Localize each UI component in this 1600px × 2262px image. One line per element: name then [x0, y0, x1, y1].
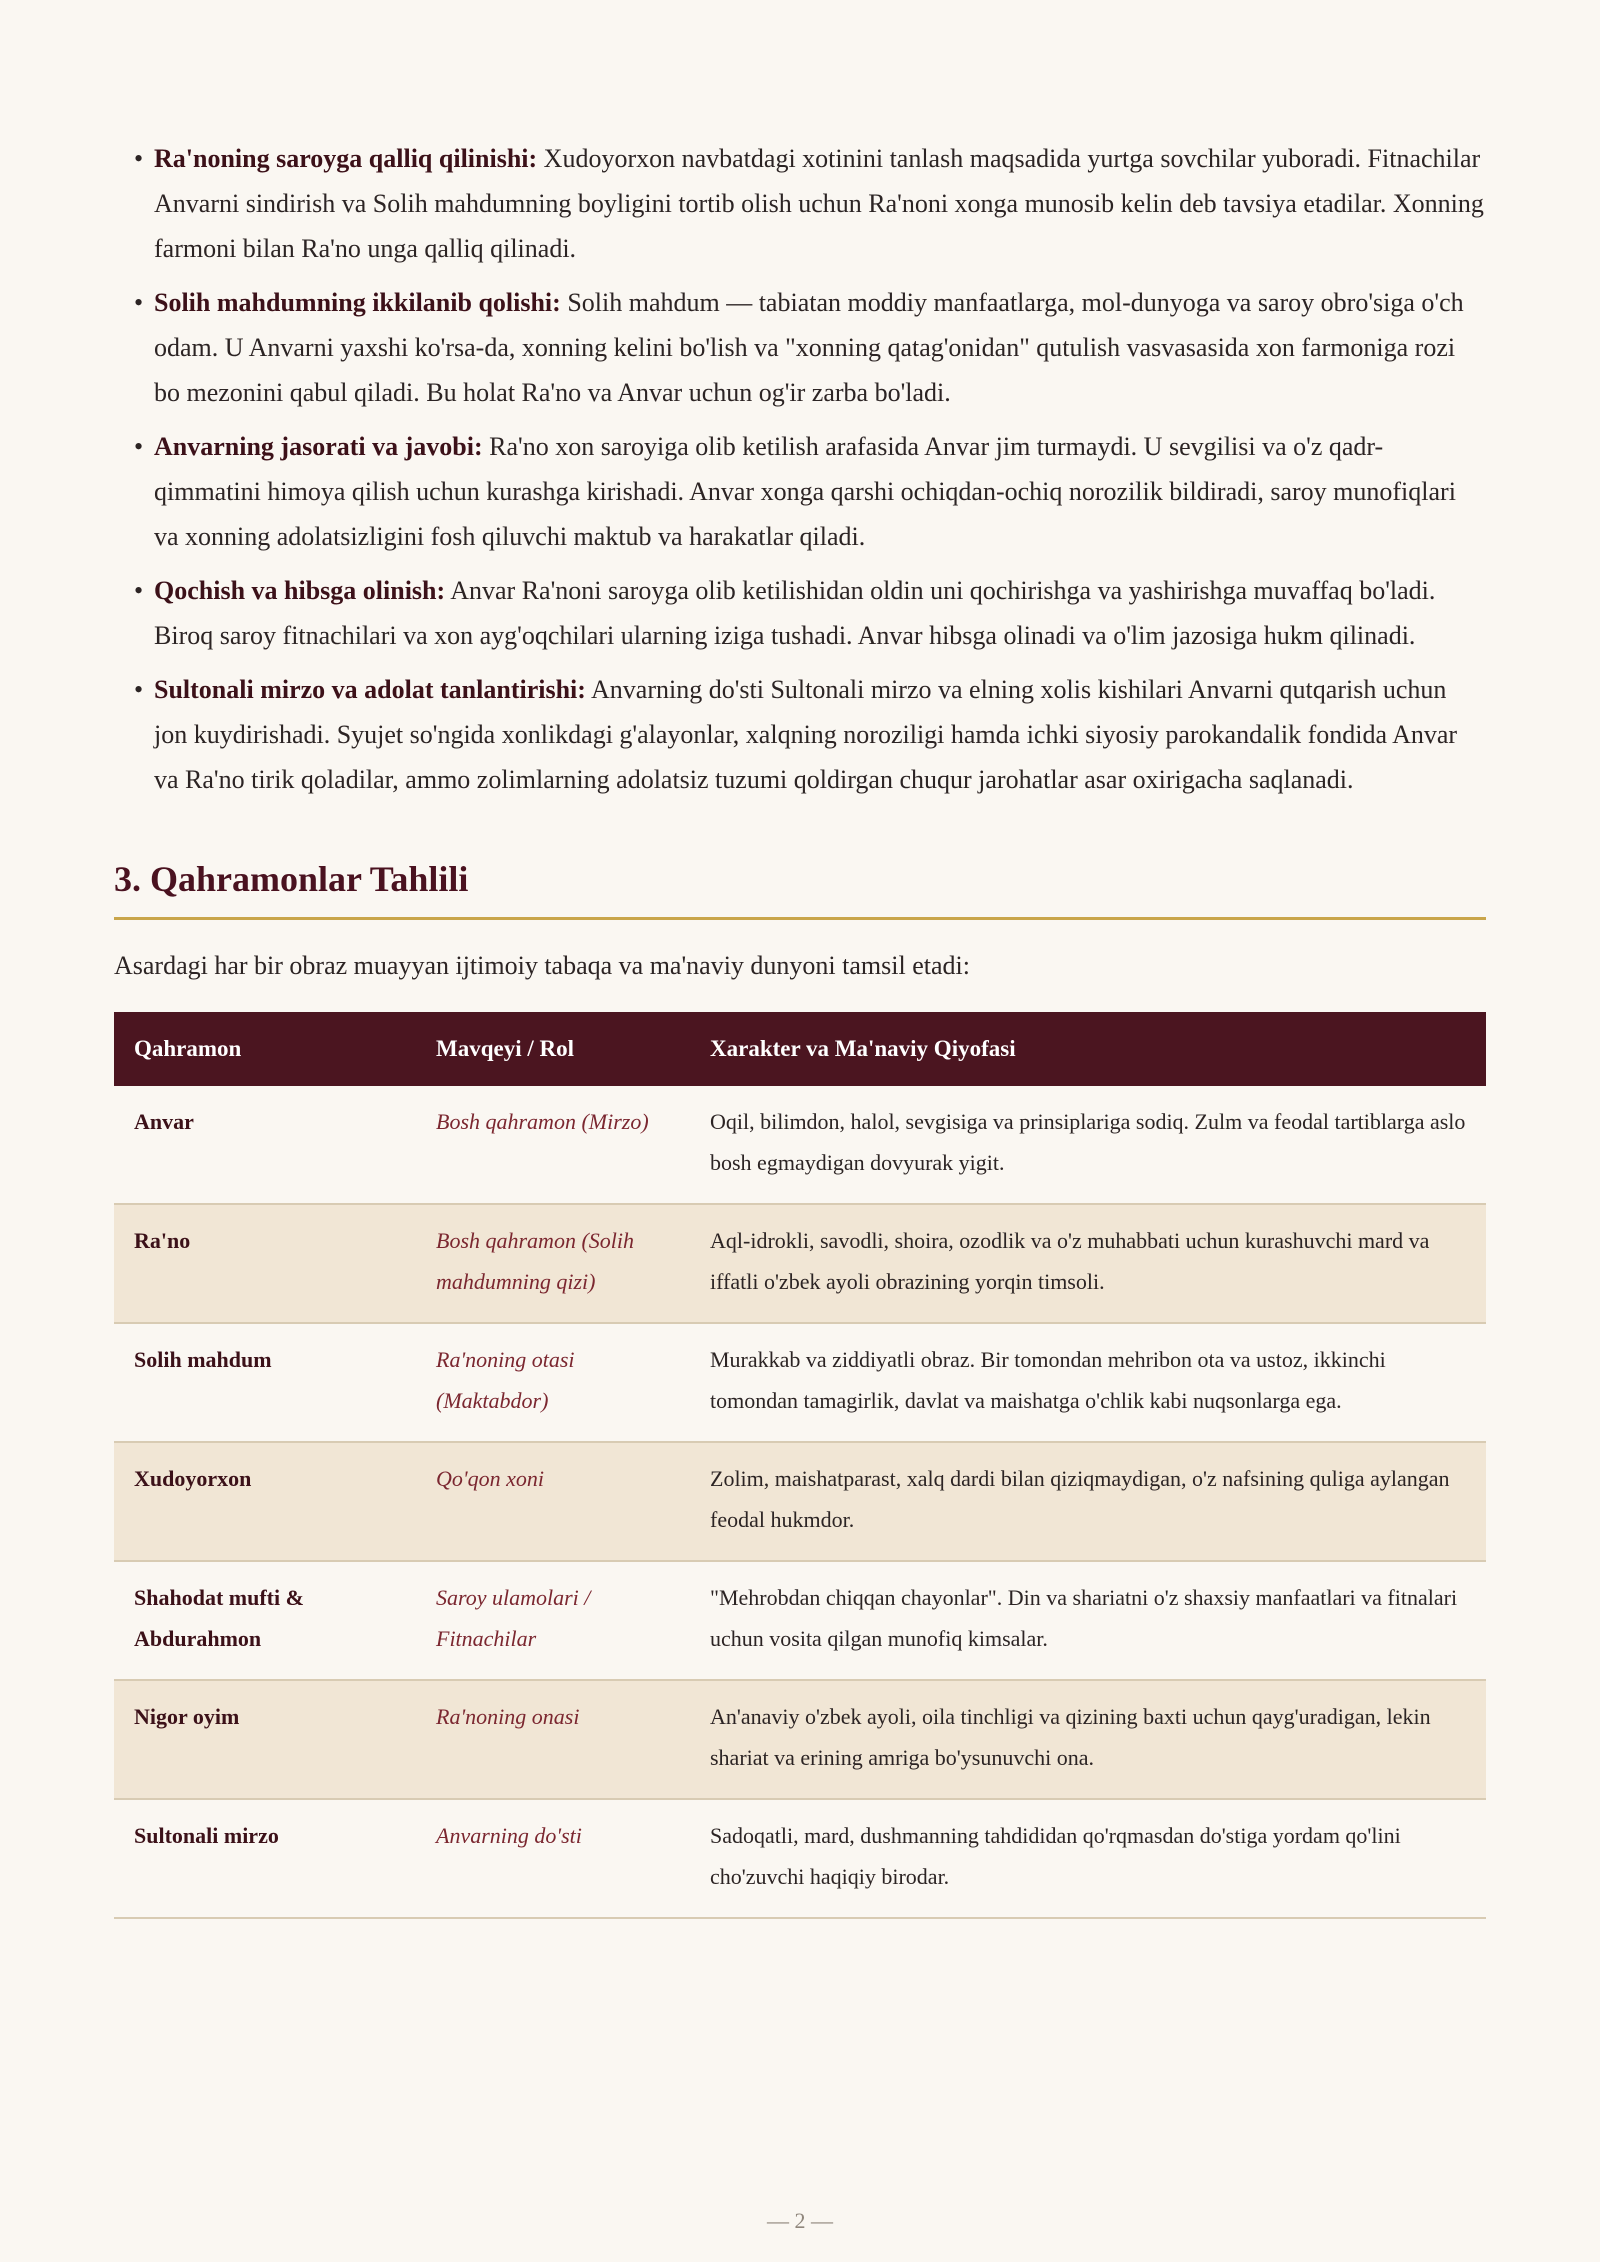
plot-point-title: Qochish va hibsga olinish:: [154, 576, 446, 605]
character-role: Ra'noning otasi (Maktabdor): [416, 1323, 690, 1442]
character-name: Ra'no: [114, 1204, 416, 1323]
plot-point: [114, 568, 1486, 658]
section-intro: Asardagi har bir obraz muayyan ijtimoiy tabaqa va ma'naviy dunyoni tamsil etadi:: [114, 951, 970, 980]
character-description: Oqil, bilimdon, halol, sevgisiga va prinsiplariga sodiq. Zulm va feodal tartiblarga aslo bosh egmaydigan dovyurak yigit.: [690, 1086, 1486, 1204]
character-description: "Mehrobdan chiqqan chayonlar". Din va shariatni o'z shaxsiy manfaatlari va fitnalari uchun vosita qilgan munofiq kimsalar.: [690, 1561, 1486, 1680]
plot-point: [114, 667, 1486, 802]
character-name: Xudoyorxon: [114, 1442, 416, 1561]
character-role: Anvarning do'sti: [416, 1799, 690, 1918]
plot-point-title: Sultonali mirzo va adolat tanlantirishi:: [154, 675, 586, 704]
plot-point: [114, 280, 1486, 415]
document-page: [114, 136, 1486, 1919]
plot-point-list: [114, 136, 1486, 802]
character-role: Qo'qon xoni: [416, 1442, 690, 1561]
plot-point-title: Anvarning jasorati va javobi:: [154, 432, 483, 461]
plot-point-text: Anvar Ra'noni saroyga olib ketilishidan oldin uni qochirishga va yashirishga muvaffaq bo'ladi. Biroq saroy fitnachilari va xon ayg'oqchilari ularning iziga tushadi. Anvar hibsga olinadi va o'lim jazosiga hukm qilinadi.: [154, 576, 1436, 650]
character-role: Saroy ulamolari / Fitnachilar: [416, 1561, 690, 1680]
section-heading: 3. Qahramonlar Tahlili: [114, 857, 1486, 920]
plot-point-title: Solih mahdumning ikkilanib qolishi:: [154, 288, 561, 317]
character-name: Shahodat mufti & Abdurahmon: [114, 1561, 416, 1680]
column-header-character: Qahramon: [114, 1012, 416, 1086]
characters-table: [114, 1012, 1486, 1919]
column-header-description: Xarakter va Ma'naviy Qiyofasi: [690, 1012, 1486, 1086]
table-row: [114, 1086, 1486, 1204]
table-row: [114, 1799, 1486, 1918]
bullet-icon: •: [134, 144, 144, 173]
plot-point: [114, 136, 1486, 271]
plot-point-text: Anvarning do'sti Sultonali mirzo va elning xolis kishilari Anvarni qutqarish uchun jon kuydirishadi. Syujet so'ngida xonlikdagi g'alayonlar, xalqning noroziligi hamda ichki siyosiy parokandalik fondida Anvar va Ra'no tirik qoladilar, ammo zolimlarning adolatsiz tuzumi qoldirgan chuqur jarohatlar asar oxirigacha saqlanadi.: [154, 675, 1458, 794]
character-description: An'anaviy o'zbek ayoli, oila tinchligi va qizining baxti uchun qayg'uradigan, lekin shariat va erining amriga bo'ysunuvchi ona.: [690, 1680, 1486, 1799]
table-row: [114, 1561, 1486, 1680]
bullet-icon: •: [134, 675, 144, 704]
plot-point-title: Ra'noning saroyga qalliq qilinishi:: [154, 144, 538, 173]
character-description: Murakkab va ziddiyatli obraz. Bir tomondan mehribon ota va ustoz, ikkinchi tomondan tamagirlik, davlat va maishatga o'chlik kabi nuqsonlarga ega.: [690, 1323, 1486, 1442]
table-header-row: [114, 1012, 1486, 1086]
character-description: Sadoqatli, mard, dushmanning tahdididan qo'rqmasdan do'stiga yordam qo'lini cho'zuvchi haqiqiy birodar.: [690, 1799, 1486, 1918]
page-number: — 2 —: [767, 2208, 833, 2233]
character-name: Nigor oyim: [114, 1680, 416, 1799]
character-role: Ra'noning onasi: [416, 1680, 690, 1799]
character-role: Bosh qahramon (Solih mahdumning qizi): [416, 1204, 690, 1323]
character-description: Aql-idrokli, savodli, shoira, ozodlik va o'z muhabbati uchun kurashuvchi mard va iffatli o'zbek ayoli obrazining yorqin timsoli.: [690, 1204, 1486, 1323]
plot-point: [114, 424, 1486, 559]
character-name: Solih mahdum: [114, 1323, 416, 1442]
plot-point-text: Xudoyorxon navbatdagi xotinini tanlash maqsadida yurtga sovchilar yuboradi. Fitnachilar Anvarni sindirish va Solih mahdumning boyligini tortib olish uchun Ra'noni xonga munosib kelin deb tavsiya etadilar. Xonning farmoni bilan Ra'no unga qalliq qilinadi.: [154, 144, 1484, 263]
character-name: Anvar: [114, 1086, 416, 1204]
table-row: [114, 1323, 1486, 1442]
plot-point-text: Ra'no xon saroyiga olib ketilish arafasida Anvar jim turmaydi. U sevgilisi va o'z qadr-qimmatini himoya qilish uchun kurashga kirishadi. Anvar xonga qarshi ochiqdan-ochiq norozilik bildiradi, saroy munofiqlari va xonning adolatsizligini fosh qiluvchi maktub va harakatlar qiladi.: [154, 432, 1456, 551]
table-row: [114, 1680, 1486, 1799]
column-header-role: Mavqeyi / Rol: [416, 1012, 690, 1086]
bullet-icon: •: [134, 288, 144, 317]
bullet-icon: •: [134, 432, 144, 461]
character-role: Bosh qahramon (Mirzo): [416, 1086, 690, 1204]
character-name: Sultonali mirzo: [114, 1799, 416, 1918]
bullet-icon: •: [134, 576, 144, 605]
character-description: Zolim, maishatparast, xalq dardi bilan qiziqmaydigan, o'z nafsining quliga aylangan feodal hukmdor.: [690, 1442, 1486, 1561]
plot-point-text: Solih mahdum — tabiatan moddiy manfaatlarga, mol-dunyoga va saroy obro'siga o'ch odam. U Anvarni yaxshi ko'rsa-da, xonning kelini bo'lish va "xonning qatag'onidan" qutulish vasvasasida xon farmoniga rozi bo mezonini qabul qiladi. Bu holat Ra'no va Anvar uchun og'ir zarba bo'ladi.: [154, 288, 1464, 407]
table-row: [114, 1204, 1486, 1323]
table-row: [114, 1442, 1486, 1561]
